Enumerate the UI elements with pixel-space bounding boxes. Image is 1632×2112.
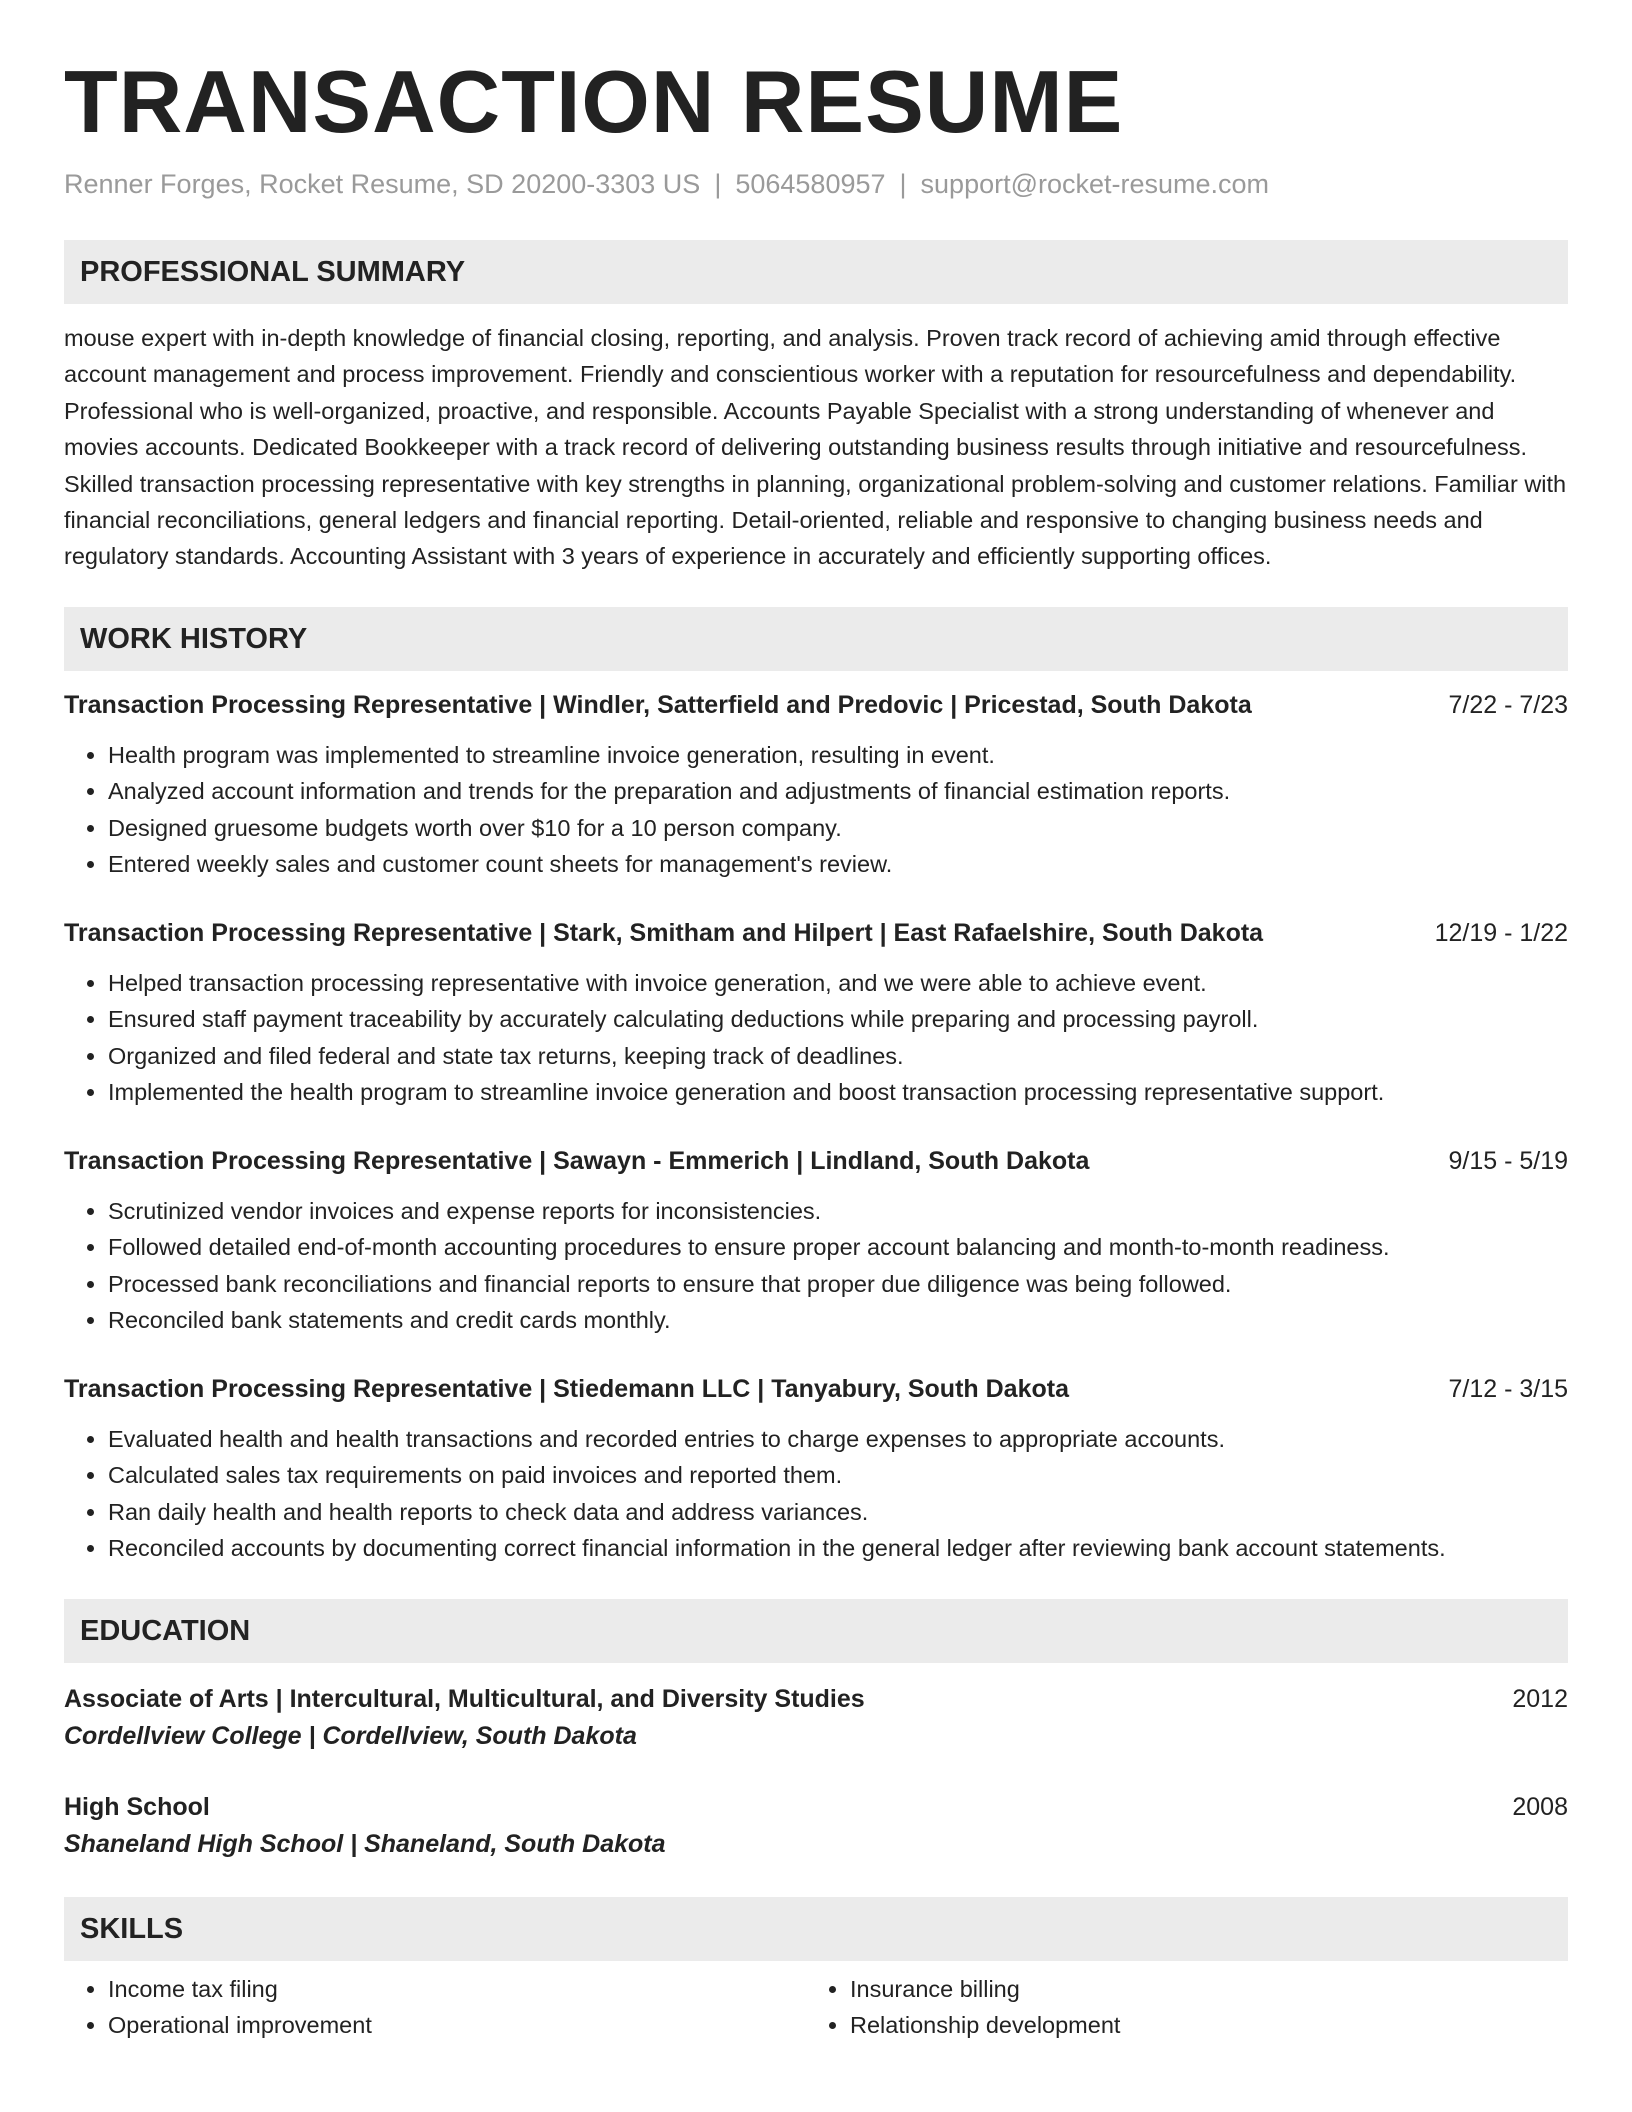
job-header <box>64 1143 1568 1179</box>
education-degree: Associate of Arts | Intercultural, Multicultural, and Diversity Studies <box>64 1684 865 1713</box>
job-bullet: • Evaluated health and health transactions and recorded entries to charge expenses to appropriate accounts. <box>108 1421 1568 1458</box>
job-bullet: • Entered weekly sales and customer count sheets for management's review. <box>108 846 1568 883</box>
education-header <box>64 1681 1568 1717</box>
education-entry <box>64 1789 1568 1863</box>
job-bullet: • Ran daily health and health reports to check data and address variances. <box>108 1494 1568 1531</box>
job-bullets <box>64 1193 1568 1339</box>
job-bullet: • Reconciled accounts by documenting correct financial information in the general ledger after reviewing bank account statements. <box>108 1530 1568 1567</box>
skill-item: • Relationship development <box>850 2007 1548 2043</box>
resume-title: TRANSACTION RESUME <box>64 52 1124 151</box>
skill-item: • Insurance billing <box>850 1971 1548 2007</box>
job-dates: 9/15 - 5/19 <box>1448 1146 1568 1175</box>
job-title: Transaction Processing Representative | Stark, Smitham and Hilpert | East Rafaelshire, South Dakota <box>64 918 1264 947</box>
contact-separator: | <box>714 169 722 199</box>
resume-page <box>64 0 1568 2043</box>
education-school: Shaneland High School | Shaneland, South Dakota <box>64 1829 666 1858</box>
job-bullet: • Health program was implemented to streamline invoice generation, resulting in event. <box>108 737 1568 774</box>
job-bullets <box>64 737 1568 883</box>
section-header-summary: PROFESSIONAL SUMMARY <box>64 240 1568 304</box>
job-title: Transaction Processing Representative | Stiedemann LLC | Tanyabury, South Dakota <box>64 1374 1069 1403</box>
education-degree: High School <box>64 1792 210 1821</box>
job-bullet: • Scrutinized vendor invoices and expense reports for inconsistencies. <box>108 1193 1568 1230</box>
job-dates: 7/22 - 7/23 <box>1448 690 1568 719</box>
contact-address: Renner Forges, Rocket Resume, SD 20200-3303 US <box>64 169 701 199</box>
contact-email: support@rocket-resume.com <box>920 169 1270 199</box>
job-entry <box>64 915 1568 1111</box>
contact-phone: 5064580957 <box>735 169 886 199</box>
job-dates: 12/19 - 1/22 <box>1434 918 1568 947</box>
skills-column-right <box>806 1971 1548 2043</box>
job-bullet: • Implemented the health program to streamline invoice generation and boost transaction processing representative support. <box>108 1074 1568 1111</box>
contact-separator: | <box>899 169 907 199</box>
job-bullet: • Calculated sales tax requirements on paid invoices and reported them. <box>108 1457 1568 1494</box>
section-header-work-history: WORK HISTORY <box>64 607 1568 671</box>
skill-item: • Income tax filing <box>108 1971 806 2007</box>
education-school: Cordellview College | Cordellview, South Dakota <box>64 1721 637 1750</box>
job-bullets <box>64 1421 1568 1567</box>
job-bullet: • Processed bank reconciliations and financial reports to ensure that proper due diligence was being followed. <box>108 1266 1568 1303</box>
job-bullet: • Followed detailed end-of-month accounting procedures to ensure proper account balancing and month-to-month readiness. <box>108 1229 1568 1266</box>
section-header-skills: SKILLS <box>64 1897 1568 1961</box>
education-entry <box>64 1681 1568 1755</box>
job-entry <box>64 687 1568 883</box>
job-dates: 7/12 - 3/15 <box>1448 1374 1568 1403</box>
job-bullet: • Organized and filed federal and state tax returns, keeping track of deadlines. <box>108 1038 1568 1075</box>
education-year: 2012 <box>1512 1684 1568 1713</box>
job-entry <box>64 1371 1568 1567</box>
job-bullet: • Designed gruesome budgets worth over $10 for a 10 person company. <box>108 810 1568 847</box>
job-bullet: • Ensured staff payment traceability by accurately calculating deductions while preparing and processing payroll. <box>108 1001 1568 1038</box>
job-header <box>64 687 1568 723</box>
job-bullet: • Helped transaction processing representative with invoice generation, and we were able to achieve event. <box>108 965 1568 1002</box>
section-header-education: EDUCATION <box>64 1599 1568 1663</box>
education-header <box>64 1789 1568 1825</box>
skills-column-left <box>64 1971 806 2043</box>
skill-item: • Operational improvement <box>108 2007 806 2043</box>
contact-line <box>64 166 1568 202</box>
job-bullets <box>64 965 1568 1111</box>
summary-text: mouse expert with in-depth knowledge of financial closing, reporting, and analysis. Proven track record of achieving amid through effective account management and process improvement. Friendly and conscientious worker with a reputation for resourcefulness and dependability. Professional who is well-organized, proactive, and responsible. Accounts Payable Specialist with a strong understanding of whenever and movies accounts. Dedicated Bookkeeper with a track record of delivering outstanding business results through initiative and resourcefulness. Skilled transaction processing representative with key strengths in planning, organizational problem-solving and customer relations. Familiar with financial reconciliations, general ledgers and financial reporting. Detail-oriented, reliable and responsive to changing business needs and regulatory standards. Accounting Assistant with 3 years of experience in accurately and efficiently supporting offices. <box>64 325 1567 570</box>
skills-list <box>64 1971 1568 2043</box>
job-bullet: • Reconciled bank statements and credit cards monthly. <box>108 1302 1568 1339</box>
job-title: Transaction Processing Representative | Sawayn - Emmerich | Lindland, South Dakota <box>64 1146 1090 1175</box>
job-bullet: • Analyzed account information and trends for the preparation and adjustments of financial estimation reports. <box>108 773 1568 810</box>
job-header <box>64 915 1568 951</box>
job-entry <box>64 1143 1568 1339</box>
job-header <box>64 1371 1568 1407</box>
education-year: 2008 <box>1512 1792 1568 1821</box>
job-title: Transaction Processing Representative | Windler, Satterfield and Predovic | Pricestad, South Dakota <box>64 690 1252 719</box>
